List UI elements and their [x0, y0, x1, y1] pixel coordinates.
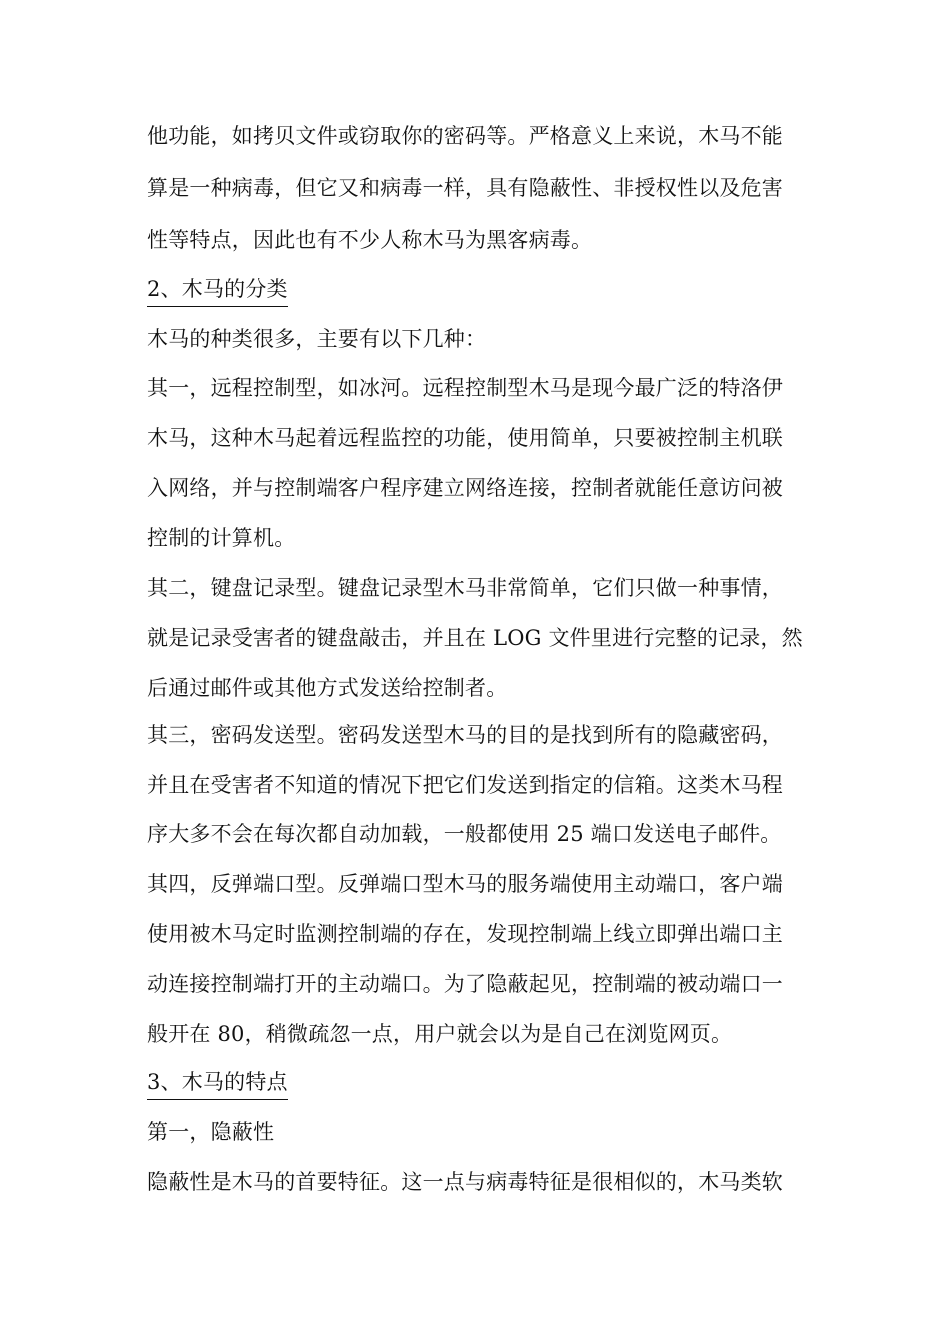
- paragraph-line: 使用被木马定时监测控制端的存在，发现控制端上线立即弹出端口主: [147, 922, 783, 946]
- paragraph-line: 控制的计算机。: [147, 526, 296, 550]
- paragraph-line: 动连接控制端打开的主动端口。为了隐蔽起见，控制端的被动端口一: [147, 972, 783, 996]
- paragraph-line: 木马的种类很多，主要有以下几种：: [147, 327, 487, 351]
- paragraph-line: 其四，反弹端口型。反弹端口型木马的服务端使用主动端口，客户端: [147, 872, 783, 896]
- section-heading-classification: 2、木马的分类: [147, 275, 288, 307]
- section-heading-features: 3、木马的特点: [147, 1068, 288, 1100]
- paragraph-line: 其二，键盘记录型。键盘记录型木马非常简单，它们只做一种事情，: [147, 576, 783, 600]
- paragraph-line: 序大多不会在每次都自动加载，一般都使用 25 端口发送电子邮件。: [147, 822, 782, 846]
- paragraph-line: 性等特点，因此也有不少人称木马为黑客病毒。: [147, 228, 593, 252]
- paragraph-line: 第一，隐蔽性: [147, 1120, 275, 1144]
- paragraph-line: 其一，远程控制型，如冰河。远程控制型木马是现今最广泛的特洛伊: [147, 376, 783, 400]
- paragraph-line: 并且在受害者不知道的情况下把它们发送到指定的信箱。这类木马程: [147, 773, 783, 797]
- paragraph-line: 他功能，如拷贝文件或窃取你的密码等。严格意义上来说，木马不能: [147, 124, 783, 148]
- paragraph-line: 般开在 80，稍微疏忽一点，用户就会以为是自己在浏览网页。: [147, 1022, 733, 1046]
- paragraph-line: 木马，这种木马起着远程监控的功能，使用简单，只要被控制主机联: [147, 426, 783, 450]
- paragraph-line: 算是一种病毒，但它又和病毒一样，具有隐蔽性、非授权性以及危害: [147, 176, 783, 200]
- paragraph-line: 其三，密码发送型。密码发送型木马的目的是找到所有的隐藏密码，: [147, 723, 783, 747]
- paragraph-line: 入网络，并与控制端客户程序建立网络连接，控制者就能任意访问被: [147, 476, 783, 500]
- paragraph-line: 就是记录受害者的键盘敲击，并且在 LOG 文件里进行完整的记录，然: [147, 626, 803, 650]
- paragraph-line: 后通过邮件或其他方式发送给控制者。: [147, 676, 508, 700]
- paragraph-line: 隐蔽性是木马的首要特征。这一点与病毒特征是很相似的，木马类软: [147, 1170, 783, 1194]
